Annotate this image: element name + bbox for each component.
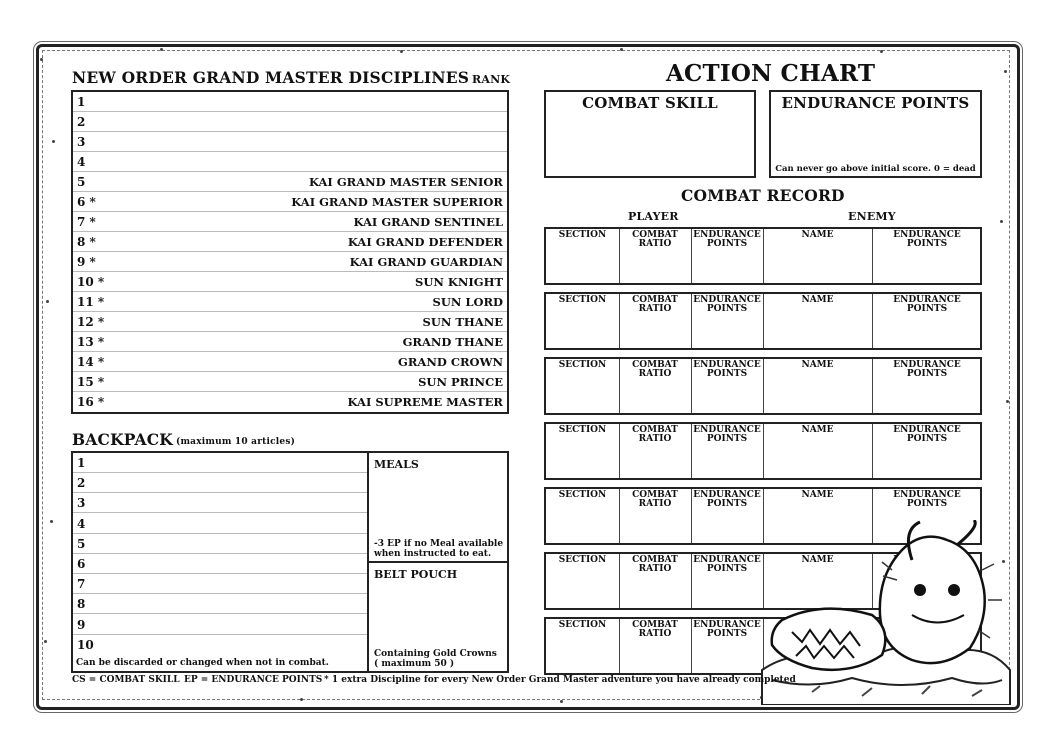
discipline-rank: SUN PRINCE xyxy=(418,375,503,389)
meals-note: -3 EP if no Meal available when instructed to eat. xyxy=(374,539,504,559)
discipline-number: 9 * xyxy=(77,255,96,269)
backpack-row[interactable] xyxy=(73,554,367,574)
backpack-row[interactable] xyxy=(73,493,367,513)
discipline-row[interactable] xyxy=(73,172,507,192)
discipline-number: 1 xyxy=(77,95,86,109)
backpack-number: 4 xyxy=(77,516,86,531)
combat-column-label: COMBAT RATIO xyxy=(632,555,678,574)
discipline-row[interactable] xyxy=(73,152,507,172)
backpack-subheading: (maximum 10 articles) xyxy=(176,437,296,447)
backpack-row[interactable] xyxy=(73,615,367,635)
discipline-row[interactable] xyxy=(73,232,507,252)
backpack-row[interactable] xyxy=(73,594,367,614)
discipline-rank: KAI GRAND MASTER SENIOR xyxy=(308,175,503,189)
combat-column-label: COMBAT RATIO xyxy=(632,425,678,444)
discipline-number: 5 xyxy=(77,175,86,189)
discipline-row[interactable] xyxy=(73,272,507,292)
discipline-row[interactable] xyxy=(73,252,507,272)
discipline-number: 12 * xyxy=(77,315,105,329)
backpack-number: 1 xyxy=(77,456,86,470)
combat-column-label: ENDURANCE POINTS xyxy=(893,490,961,509)
discipline-rank: KAI GRAND DEFENDER xyxy=(347,235,503,249)
discipline-number: 14 * xyxy=(77,355,105,369)
backpack-number: 8 xyxy=(77,597,86,612)
combat-column-label: ENDURANCE POINTS xyxy=(893,295,961,314)
discipline-row[interactable] xyxy=(73,112,507,132)
backpack-number: 2 xyxy=(77,476,86,491)
endurance-points-note: Can never go above initial score. 0 = dead xyxy=(775,164,976,174)
discipline-number: 7 * xyxy=(77,215,96,229)
combat-column-label: ENDURANCE POINTS xyxy=(693,425,761,444)
discipline-rank: KAI GRAND SENTINEL xyxy=(353,215,503,229)
backpack-number: 6 xyxy=(77,557,86,571)
player-label: PLAYER xyxy=(628,210,679,223)
discipline-row[interactable] xyxy=(73,132,507,152)
page-title: ACTION CHART xyxy=(666,60,876,87)
combat-column-label: COMBAT RATIO xyxy=(632,360,678,379)
meals-label: MEALS xyxy=(374,458,419,471)
backpack-number: 5 xyxy=(77,536,86,551)
discipline-number: 15 * xyxy=(77,375,105,389)
combat-column-label: SECTION xyxy=(558,425,607,435)
combat-record-row[interactable] xyxy=(544,357,982,415)
combat-column-label: ENDURANCE POINTS xyxy=(693,295,761,314)
combat-record-row[interactable] xyxy=(544,422,982,480)
backpack-row[interactable] xyxy=(73,514,367,534)
combat-column-label: COMBAT RATIO xyxy=(632,490,678,509)
discipline-number: 3 xyxy=(77,135,86,149)
backpack-number: 10 xyxy=(77,637,94,652)
combat-column-label: SECTION xyxy=(558,490,607,500)
combat-column-label: NAME xyxy=(801,230,834,240)
combat-column-label: ENDURANCE POINTS xyxy=(893,360,961,379)
backpack-row[interactable] xyxy=(73,574,367,594)
combat-column-label: ENDURANCE POINTS xyxy=(893,230,961,249)
combat-column-label: COMBAT RATIO xyxy=(632,230,678,249)
footer-cs: CS = COMBAT SKILL xyxy=(72,675,180,685)
discipline-rank: KAI GRAND GUARDIAN xyxy=(349,255,503,269)
combat-column-label: ENDURANCE POINTS xyxy=(693,490,761,509)
discipline-row[interactable] xyxy=(73,352,507,372)
combat-record-row[interactable] xyxy=(544,292,982,350)
combat-record-row[interactable] xyxy=(544,227,982,285)
discipline-row[interactable] xyxy=(73,212,507,232)
belt-pouch-box[interactable] xyxy=(367,561,509,673)
backpack-number: 9 xyxy=(77,617,86,632)
discipline-rank: KAI GRAND MASTER SUPERIOR xyxy=(291,195,503,209)
discipline-rank: SUN KNIGHT xyxy=(415,275,503,289)
discipline-number: 11 * xyxy=(77,295,105,309)
backpack-heading: BACKPACK xyxy=(72,430,173,449)
discipline-rank: GRAND CROWN xyxy=(398,355,503,369)
backpack-list xyxy=(71,451,369,673)
endurance-points-label: ENDURANCE POINTS xyxy=(781,94,970,112)
backpack-number: 3 xyxy=(77,496,86,511)
combat-skill-label: COMBAT SKILL xyxy=(582,94,718,112)
discipline-row[interactable] xyxy=(73,392,507,412)
combat-column-label: ENDURANCE POINTS xyxy=(693,360,761,379)
combat-skill-box[interactable] xyxy=(544,90,756,178)
disciplines-table xyxy=(71,90,509,414)
combat-column-label: ENDURANCE POINTS xyxy=(693,620,761,639)
combat-record-heading: COMBAT RECORD xyxy=(681,186,845,205)
backpack-row[interactable] xyxy=(73,635,367,655)
combat-column-label: NAME xyxy=(801,490,834,500)
discipline-row[interactable] xyxy=(73,192,507,212)
backpack-number: 7 xyxy=(77,577,86,592)
footer-note: * 1 extra Discipline for every New Order Grand Master adventure you have already completed xyxy=(324,675,796,685)
discipline-number: 6 * xyxy=(77,195,96,209)
discipline-number: 8 * xyxy=(77,235,96,249)
backpack-row[interactable] xyxy=(73,534,367,554)
discipline-number: 13 * xyxy=(77,335,105,349)
combat-column-label: ENDURANCE POINTS xyxy=(693,230,761,249)
backpack-footnote: Can be discarded or changed when not in combat. xyxy=(76,658,329,668)
discipline-row[interactable] xyxy=(73,92,507,112)
discipline-number: 2 xyxy=(77,115,86,129)
discipline-row[interactable] xyxy=(73,332,507,352)
discipline-number: 4 xyxy=(77,155,86,169)
combat-column-label: SECTION xyxy=(558,295,607,305)
enemy-label: ENEMY xyxy=(848,210,896,223)
discipline-row[interactable] xyxy=(73,292,507,312)
combat-column-label: NAME xyxy=(801,360,834,370)
discipline-rank: SUN THANE xyxy=(422,315,503,329)
discipline-number: 16 * xyxy=(77,395,105,409)
combat-column-label: ENDURANCE POINTS xyxy=(893,425,961,444)
belt-pouch-note: Containing Gold Crowns ( maximum 50 ) xyxy=(374,649,497,669)
discipline-rank: SUN LORD xyxy=(432,295,503,309)
combat-column-label: SECTION xyxy=(558,620,607,630)
discipline-rank: KAI SUPREME MASTER xyxy=(347,395,503,409)
combat-column-label: ENDURANCE POINTS xyxy=(693,555,761,574)
endurance-points-box[interactable] xyxy=(769,90,982,178)
discipline-row[interactable] xyxy=(73,372,507,392)
rank-label: RANK xyxy=(472,73,511,86)
combat-column-label: SECTION xyxy=(558,230,607,240)
disciplines-heading: NEW ORDER GRAND MASTER DISCIPLINES xyxy=(72,68,470,87)
footer-ep: EP = ENDURANCE POINTS xyxy=(184,675,323,685)
belt-pouch-label: BELT POUCH xyxy=(374,568,458,581)
combat-column-label: NAME xyxy=(801,425,834,435)
discipline-number: 10 * xyxy=(77,275,105,289)
discipline-row[interactable] xyxy=(73,312,507,332)
combat-column-label: NAME xyxy=(801,555,834,565)
backpack-row[interactable] xyxy=(73,453,367,473)
discipline-rank: GRAND THANE xyxy=(402,335,503,349)
combat-column-label: NAME xyxy=(801,295,834,305)
combat-column-label: COMBAT RATIO xyxy=(632,620,678,639)
combat-column-label: COMBAT RATIO xyxy=(632,295,678,314)
meals-box[interactable] xyxy=(367,451,509,563)
combat-column-label: SECTION xyxy=(558,360,607,370)
combat-column-label: SECTION xyxy=(558,555,607,565)
backpack-row[interactable] xyxy=(73,473,367,493)
